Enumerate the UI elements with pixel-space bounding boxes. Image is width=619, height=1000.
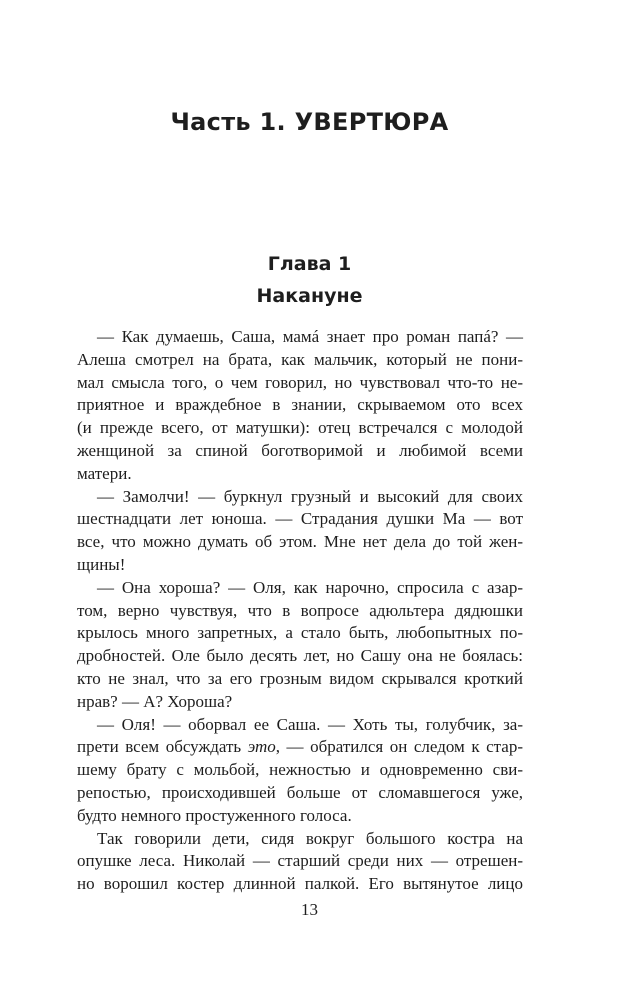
text-line: — Оля! — оборвал ее Саша. — Хоть ты, голубчик, за-: [97, 714, 523, 734]
text-line: кто не знал, что за его грозным видом скрывался кроткий: [77, 668, 523, 688]
text-line: нрав? — А? Хороша?: [77, 691, 233, 711]
text-line: Так говорили дети, сидя вокруг большого костра на: [97, 828, 523, 848]
text-line: шему брату с мольбой, нежностью и одновременно сви-: [77, 760, 523, 780]
part-title: Часть 1. УВЕРТЮРА: [170, 108, 449, 136]
text-line: — Она хороша? — Оля, как нарочно, спросила с азар-: [97, 577, 523, 597]
text-line: будто немного простуженного голоса.: [77, 805, 352, 825]
text-line: [77, 736, 523, 759]
text-line: — Замолчи! — буркнул грузный и высокий для своих: [97, 486, 523, 506]
text-line: приятное и враждебное в знании, скрываемом ото всех: [77, 395, 523, 415]
page-number: 13: [301, 900, 318, 919]
text-line: шестнадцати лет юноша. — Страдания душки Ма — вот: [77, 509, 523, 529]
text-line: том, верно чувствуя, что в вопросе адюльтера дядюшки: [77, 600, 523, 620]
chapter-title: Накануне: [256, 285, 363, 307]
chapter-number: Глава 1: [267, 253, 352, 275]
text-line: но ворошил костер длинной палкой. Его вытянутое лицо: [77, 874, 523, 894]
body-text: [77, 326, 523, 896]
italic-word: это: [247, 737, 276, 757]
text-line: матери.: [77, 463, 132, 483]
text-line: крылось много запретных, а стало быть, любопытных по-: [77, 623, 523, 643]
text-line: мал смысла того, о чем говорил, но чувствовал что-то не-: [77, 372, 523, 392]
text-segment: прети всем обсуждать: [77, 737, 248, 757]
text-line: Алеша смотрел на брата, как мальчик, который не пони-: [77, 349, 523, 369]
text-segment: , — обратился он следом к стар-: [275, 737, 523, 757]
text-line: щины!: [77, 554, 126, 574]
text-line: репостью, происходившей больше от сломавшегося уже,: [77, 782, 523, 802]
text-line: дробностей. Оле было десять лет, но Сашу она не боялась:: [77, 646, 523, 666]
text-line: женщиной за спиной боготворимой и любимой всеми: [77, 440, 523, 460]
text-line: — Как думаешь, Саша, мамá знает про роман папá? —: [97, 327, 523, 346]
text-line: (и прежде всего, от матушки): отец встречался с молодой: [77, 418, 523, 438]
text-line: все, что можно думать об этом. Мне нет дела до той жен-: [77, 532, 523, 552]
text-line: опушке леса. Николай — старший среди них — отрешен-: [77, 851, 523, 871]
